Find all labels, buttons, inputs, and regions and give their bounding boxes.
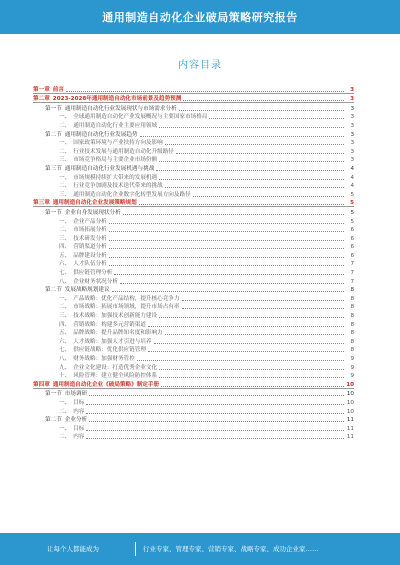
toc-entry-title: 企业产品分析 <box>73 218 107 225</box>
toc-entry-title: 营销渠道分析 <box>73 244 107 251</box>
toc-entry-number: 七、 <box>59 347 71 354</box>
toc-entry[interactable] <box>33 207 354 216</box>
toc-entry-page: 7 <box>350 261 354 268</box>
toc-entry-title: 通用制造自动化企业数字化转型发展方向及路径 <box>73 191 191 198</box>
toc-entry-title: 内容 <box>73 408 85 415</box>
toc-leader-dots <box>89 421 344 422</box>
toc-entry[interactable] <box>33 389 354 398</box>
header-banner <box>0 0 400 34</box>
toc-entry-title: 通用制造自动化行业发展现状与市场需求分析 <box>64 105 177 112</box>
toc-entry-number: 第二章 <box>33 96 50 103</box>
toc-entry-page: 5 <box>350 191 354 198</box>
toc-leader-dots <box>109 257 344 258</box>
toc-leader-dots <box>182 308 345 309</box>
toc-entry[interactable] <box>33 163 354 172</box>
toc-entry-title: 营销战略：构建多元营销渠道 <box>73 321 146 328</box>
toc-entry-page: 6 <box>350 252 354 259</box>
toc-leader-dots <box>183 100 344 101</box>
toc-entry-title: 通用制造自动化行业主要应用领域 <box>73 122 158 129</box>
toc-leader-dots <box>209 118 344 119</box>
toc-leader-dots <box>165 144 344 145</box>
toc-leader-dots <box>86 413 344 414</box>
toc-entry-title: 供应链管理分析 <box>73 270 113 277</box>
toc-entry-title: 市场拓展分析 <box>73 227 107 234</box>
toc-entry-page: 3 <box>350 114 354 121</box>
toc-entry[interactable] <box>33 432 354 441</box>
toc-entry-page: 5 <box>350 209 354 216</box>
toc-entry[interactable] <box>33 310 354 319</box>
toc-entry-number: 八、 <box>59 356 71 362</box>
toc-entry-page: 3 <box>350 148 354 155</box>
toc-entry-number: 二、 <box>59 408 71 415</box>
toc-entry-title: 发展战略规划建议 <box>64 287 110 294</box>
toc-entry-title: 技术研发分析 <box>73 235 107 242</box>
toc-entry-page: 5 <box>350 218 354 225</box>
toc-entry[interactable] <box>33 302 354 311</box>
toc-leader-dots <box>114 274 344 275</box>
toc-entry-title: 市场规模持续扩大带来的发展机遇 <box>73 174 158 181</box>
toc-leader-dots <box>109 231 344 232</box>
toc-entry-title: 市场调研 <box>64 391 88 398</box>
toc-leader-dots <box>165 187 344 188</box>
toc-entry-page: 9 <box>350 364 354 371</box>
toc-entry-page: 4 <box>350 174 354 181</box>
toc-entry[interactable] <box>33 181 354 190</box>
toc-entry-number: 三、 <box>59 157 71 164</box>
toc-entry-page: 10 <box>346 399 354 406</box>
toc-entry-title: 目标 <box>73 399 85 406</box>
toc-leader-dots <box>66 91 344 92</box>
toc-entry-number: 第二节 <box>45 417 62 424</box>
toc-entry-title: 企业财务状况分析 <box>73 278 118 285</box>
toc-entry[interactable] <box>33 233 354 242</box>
toc-entry-number: 一、 <box>59 114 71 121</box>
toc-entry[interactable] <box>33 345 354 354</box>
toc-entry-number: 第四章 <box>33 381 50 388</box>
toc-entry[interactable] <box>33 216 354 225</box>
toc-entry-title: 品牌建设分析 <box>73 252 107 259</box>
toc-entry-page: 9 <box>350 356 354 362</box>
toc-entry[interactable] <box>33 198 354 208</box>
toc-entry[interactable] <box>33 250 354 259</box>
toc-leader-dots <box>140 136 344 137</box>
toc-entry-number: 九、 <box>59 364 71 371</box>
toc-entry-number: 二、 <box>59 434 71 441</box>
footer-banner <box>0 533 400 565</box>
toc-entry-page: 11 <box>346 434 354 441</box>
toc-entry-page: 6 <box>350 227 354 234</box>
toc-entry-page: 3 <box>350 157 354 164</box>
toc-leader-dots <box>159 317 344 318</box>
toc-entry[interactable] <box>33 336 354 345</box>
toc-leader-dots <box>159 377 344 378</box>
toc-entry-page: 10 <box>346 381 354 388</box>
toc-entry[interactable] <box>33 353 354 362</box>
toc-entry-title: 目标 <box>73 425 85 432</box>
toc-entry-title: 2023-2028年通用制造自动化市场前景及趋势预测 <box>52 96 182 103</box>
toc-entry-number: 二、 <box>59 148 71 155</box>
toc-entry-page: 11 <box>346 425 354 432</box>
toc-entry[interactable] <box>33 423 354 432</box>
toc-entry-page: 3 <box>350 140 354 147</box>
toc-entry-title: 行业技术发展与通用制造自动化升级路径 <box>73 148 174 155</box>
toc-entry-number: 第一节 <box>45 209 62 216</box>
toc-entry[interactable] <box>33 103 354 112</box>
toc-entry-number: 第三章 <box>33 200 50 207</box>
toc-entry-page: 4 <box>350 183 354 190</box>
toc-leader-dots <box>179 110 344 111</box>
toc-entry-title: 通用制造自动化企业发展策略规划 <box>52 200 137 207</box>
toc-entry[interactable] <box>33 172 354 181</box>
toc-entry-number: 一、 <box>59 218 71 225</box>
toc-entry-page: 3 <box>350 105 354 112</box>
toc-entry-page: 8 <box>350 295 354 302</box>
toc-entry-page: 10 <box>346 408 354 415</box>
toc-entry-page: 3 <box>350 122 354 129</box>
toc-entry-number: 五、 <box>59 330 71 337</box>
toc-leader-dots <box>123 214 344 215</box>
toc-entry[interactable] <box>33 138 354 147</box>
toc-entry-page: 3 <box>350 131 354 138</box>
toc-entry-page: 7 <box>350 270 354 277</box>
toc-entry-number: 第二节 <box>45 131 62 138</box>
toc-entry[interactable] <box>33 379 354 389</box>
toc-entry[interactable] <box>33 293 354 302</box>
toc-entry[interactable] <box>33 112 354 121</box>
toc-entry-number: 三、 <box>59 235 71 242</box>
toc-entry-title: 供应链战略：优化供应链管理 <box>73 347 146 354</box>
toc-entry-title: 人才战略：加强人才引进与培养 <box>73 338 152 345</box>
toc-leader-dots <box>159 179 344 180</box>
toc-entry[interactable] <box>33 94 354 104</box>
toc-entry-title: 风险管理：建立健全风险防控体系 <box>73 373 158 380</box>
toc-entry-number: 二、 <box>59 122 71 129</box>
toc-entry-title: 通用制造自动化行业发展趋势 <box>64 131 138 138</box>
toc-entry[interactable] <box>33 120 354 129</box>
toc-entry-number: 二、 <box>59 183 71 190</box>
toc-entry-number: 第一节 <box>45 391 62 398</box>
toc-entry[interactable] <box>33 259 354 268</box>
toc-entry-title: 财务战略：加强财务管控 <box>73 356 135 362</box>
toc-entry-title: 技术战略：加强技术创新能力建设 <box>73 313 158 320</box>
toc-entry-page: 8 <box>350 313 354 320</box>
toc-leader-dots <box>154 343 344 344</box>
toc-entry-number: 四、 <box>59 321 71 328</box>
toc-leader-dots <box>139 204 344 205</box>
toc-leader-dots <box>109 248 344 249</box>
toc-entry-number: 第一章 <box>33 86 50 93</box>
toc-entry-title: 国家政策环境与产业扶持方向及影响 <box>73 140 163 147</box>
toc-leader-dots <box>86 404 344 405</box>
toc-entry-page: 8 <box>350 321 354 328</box>
toc-leader-dots <box>89 395 344 396</box>
toc-entry-title: 企业自身发展现状分析 <box>64 209 121 216</box>
toc-entry-title: 企业文化建设：打造优秀企业文化 <box>73 364 158 371</box>
toc-entry-page: 8 <box>350 347 354 354</box>
toc-entry-page: 10 <box>346 391 354 398</box>
toc-entry-number: 第二节 <box>45 287 62 294</box>
toc-entry-number: 一、 <box>59 425 71 432</box>
toc-leader-dots <box>182 300 345 301</box>
toc-leader-dots <box>159 161 344 162</box>
toc-leader-dots <box>112 291 344 292</box>
toc-entry[interactable] <box>33 146 354 155</box>
toc-entry[interactable] <box>33 319 354 328</box>
toc-entry-title: 市场竞争格局与主要企业市场份额 <box>73 157 158 164</box>
toc-entry-page: 6 <box>350 244 354 251</box>
toc-entry[interactable] <box>33 406 354 415</box>
toc-leader-dots <box>159 127 344 128</box>
toc-entry-number: 一、 <box>59 295 71 302</box>
toc-entry-number: 六、 <box>59 261 71 268</box>
toc-entry-page: 8 <box>350 287 354 294</box>
toc-entry-title: 全球通用制造自动化产业发展概况与主要国家市场格局 <box>73 114 208 121</box>
toc-leader-dots <box>165 334 344 335</box>
toc-entry[interactable] <box>33 129 354 138</box>
table-of-contents <box>33 84 354 440</box>
toc-entry-number: 三、 <box>59 313 71 320</box>
toc-entry-number: 六、 <box>59 338 71 345</box>
toc-leader-dots <box>148 326 344 327</box>
toc-leader-dots <box>86 430 344 431</box>
toc-heading: 内容目录 <box>178 60 222 71</box>
toc-entry[interactable] <box>33 155 354 164</box>
toc-leader-dots <box>156 170 344 171</box>
toc-entry-page: 4 <box>350 165 354 172</box>
toc-leader-dots <box>137 360 344 361</box>
toc-entry-title: 通用制造自动化行业发展机遇与挑战 <box>64 165 155 172</box>
toc-entry-title: 品牌战略：提升品牌知名度和影响力 <box>73 330 163 337</box>
toc-entry[interactable] <box>33 362 354 371</box>
toc-entry-page: 8 <box>350 304 354 311</box>
toc-entry-page: 8 <box>350 330 354 337</box>
footer-divider <box>135 542 136 556</box>
toc-leader-dots <box>109 223 344 224</box>
toc-entry-page: 8 <box>350 338 354 345</box>
footer-tagline: 行业专家、管理专家、营销专家、战略专家、成功企业家…… <box>143 545 319 553</box>
toc-entry[interactable] <box>33 189 354 198</box>
toc-leader-dots <box>148 351 344 352</box>
toc-entry-title: 通用制造自动化企业《破局策略》制定手册 <box>52 381 160 388</box>
toc-entry[interactable] <box>33 276 354 285</box>
toc-entry-page: 6 <box>350 235 354 242</box>
toc-leader-dots <box>86 438 344 439</box>
footer-slogan: 让每个人都能成为 <box>47 545 99 553</box>
toc-entry-title: 市场战略：拓展市场领域，提升市场占有率 <box>73 304 180 311</box>
toc-leader-dots <box>161 386 344 387</box>
toc-entry-page: 3 <box>350 86 354 93</box>
toc-leader-dots <box>159 369 344 370</box>
toc-entry-title: 人才队伍分析 <box>73 261 107 268</box>
toc-entry-page: 3 <box>350 96 354 103</box>
toc-leader-dots <box>193 196 344 197</box>
toc-entry-number: 三、 <box>59 191 71 198</box>
toc-entry-number: 五、 <box>59 252 71 259</box>
toc-entry-page: 7 <box>350 278 354 285</box>
toc-leader-dots <box>176 153 344 154</box>
toc-entry-number: 二、 <box>59 227 71 234</box>
toc-entry[interactable] <box>33 285 354 294</box>
toc-entry-number: 第一节 <box>45 105 62 112</box>
toc-entry-number: 八、 <box>59 278 71 285</box>
toc-entry[interactable] <box>33 397 354 406</box>
toc-entry-number: 第三节 <box>45 165 62 172</box>
toc-entry-number: 四、 <box>59 244 71 251</box>
toc-entry[interactable] <box>33 84 354 94</box>
toc-entry-page: 11 <box>346 417 354 424</box>
toc-entry-title: 企业分析 <box>64 417 88 424</box>
toc-entry-number: 一、 <box>59 140 71 147</box>
toc-entry[interactable] <box>33 225 354 234</box>
toc-entry-page: 9 <box>350 373 354 380</box>
toc-entry[interactable] <box>33 328 354 337</box>
toc-entry-number: 二、 <box>59 304 71 311</box>
toc-entry-title: 前言 <box>52 86 64 93</box>
toc-leader-dots <box>120 283 344 284</box>
toc-entry[interactable] <box>33 242 354 251</box>
toc-entry-title: 产品战略：优化产品结构，提升核心竞争力 <box>73 295 180 302</box>
toc-entry[interactable] <box>33 415 354 424</box>
toc-entry[interactable] <box>33 267 354 276</box>
toc-entry-title: 内容 <box>73 434 85 441</box>
toc-entry-number: 十、 <box>59 373 71 380</box>
toc-entry-title: 行业竞争加剧及技术迭代带来的挑战 <box>73 183 163 190</box>
toc-entry[interactable] <box>33 371 354 380</box>
toc-entry-number: 一、 <box>59 399 71 406</box>
toc-leader-dots <box>109 240 344 241</box>
toc-entry-number: 七、 <box>59 270 71 277</box>
toc-entry-page: 5 <box>350 200 354 207</box>
report-title: 通用制造自动化企业破局策略研究报告 <box>102 11 298 24</box>
toc-leader-dots <box>109 265 344 266</box>
toc-entry-number: 一、 <box>59 174 71 181</box>
